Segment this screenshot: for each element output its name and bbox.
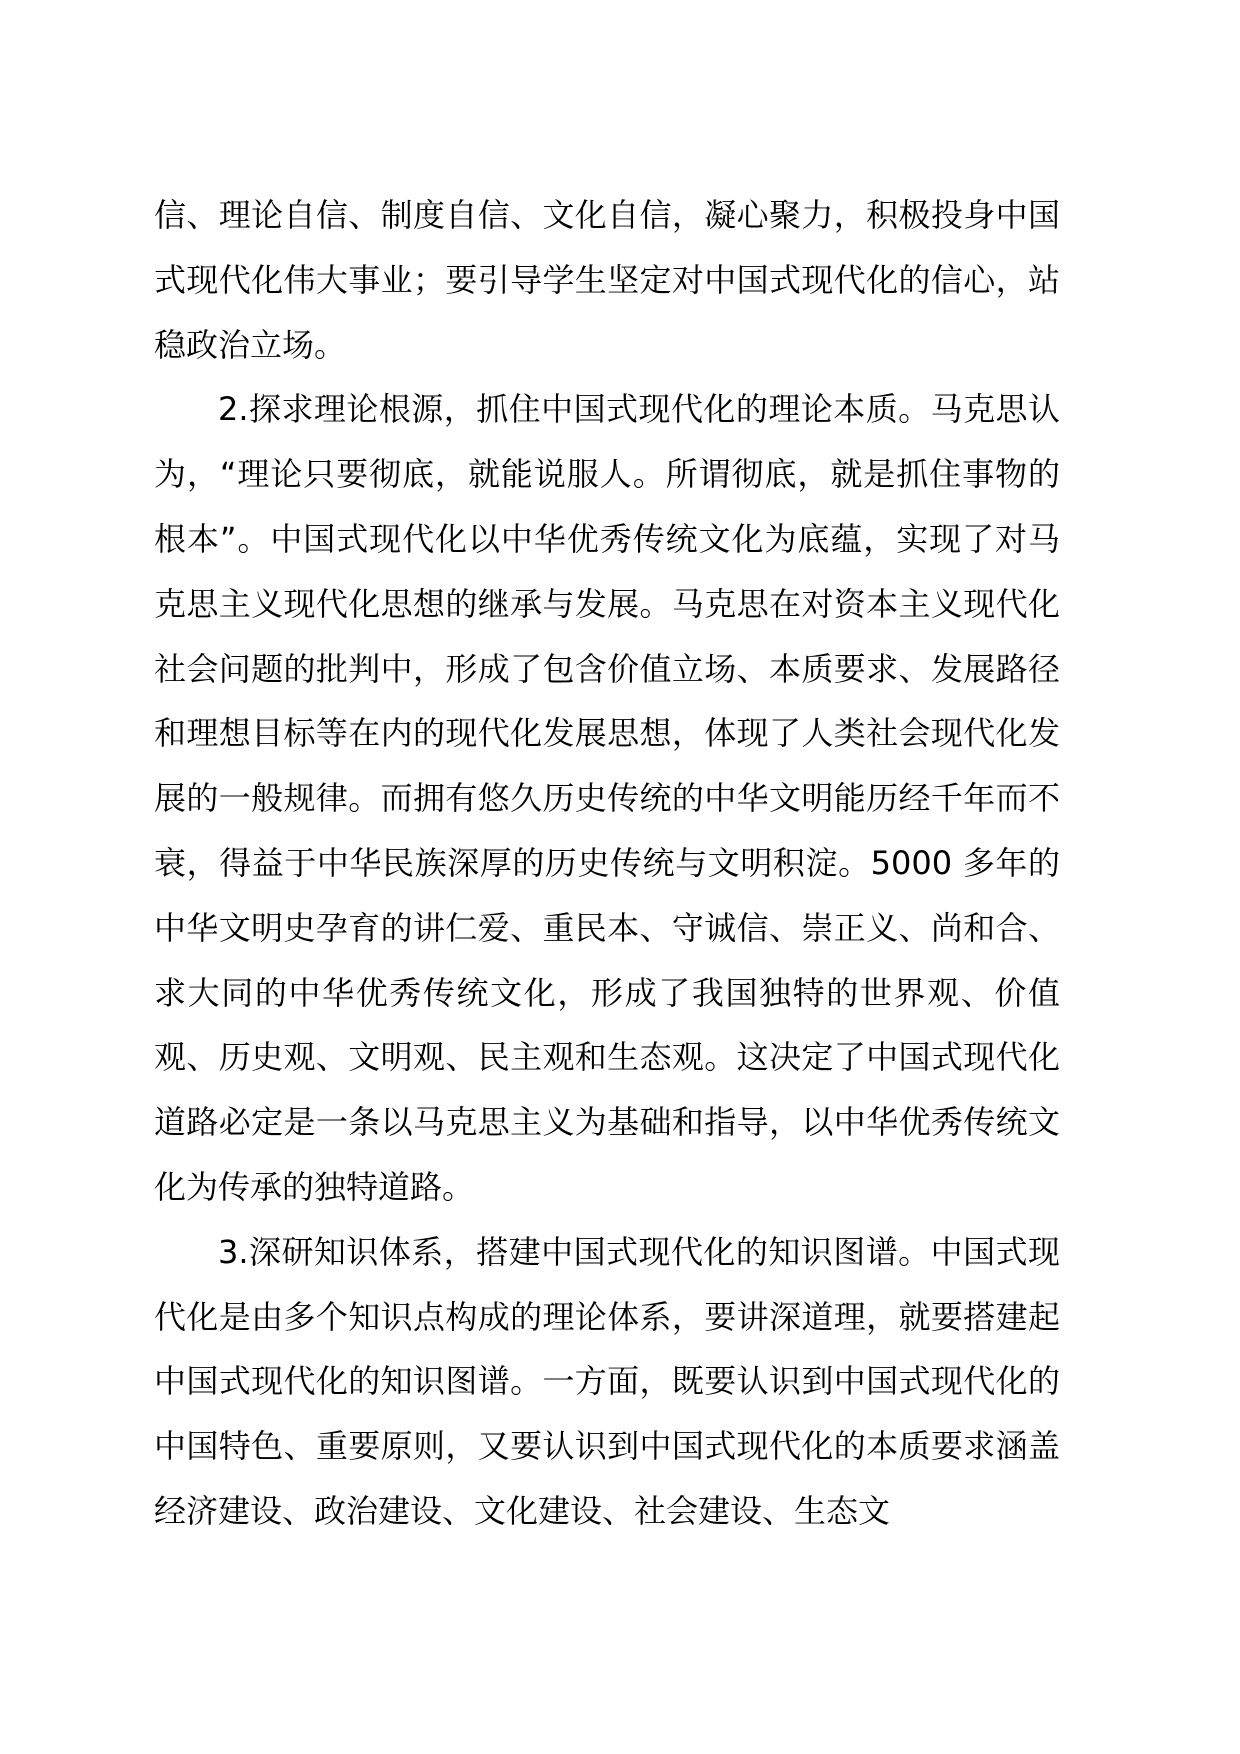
paragraph-continuation: 信、理论自信、制度自信、文化自信，凝心聚力，积极投身中国式现代化伟大事业；要引导学生坚定对中国式现代化的信心，站稳政治立场。: [154, 196, 1060, 364]
paragraph-section-2: 2.探求理论根源，抓住中国式现代化的理论本质。马克思认为，“理论只要彻底，就能说服人。所谓彻底，就是抓住事物的根本”。中国式现代化以中华优秀传统文化为底蕴，实现了对马克思主义现代化思想的继承与发展。马克思在对资本主义现代化社会问题的批判中，形成了包含价值立场、本质要求、发展路径和理想目标等在内的现代化发展思想，体现了人类社会现代化发展的一般规律。而拥有悠久历史传统的中华文明能历经千年而不衰，得益于中华民族深厚的历史传统与文明积淀。5000 多年的中华文明史孕育的讲仁爱、重民本、守诚信、崇正义、尚和合、求大同的中华优秀传统文化，形成了我国独特的世界观、价值观、历史观、文明观、民主观和生态观。这决定了中国式现代化道路必定是一条以马克思主义为基础和指导，以中华优秀传统文化为传承的独特道路。: [154, 390, 1060, 1206]
document-body: [154, 183, 1060, 1544]
paragraph-section-3: 3.深研知识体系，搭建中国式现代化的知识图谱。中国式现代化是由多个知识点构成的理论体系，要讲深道理，就要搭建起中国式现代化的知识图谱。一方面，既要认识到中国式现代化的中国特色、重要原则，又要认识到中国式现代化的本质要求涵盖经济建设、政治建设、文化建设、社会建设、生态文: [154, 1232, 1060, 1530]
